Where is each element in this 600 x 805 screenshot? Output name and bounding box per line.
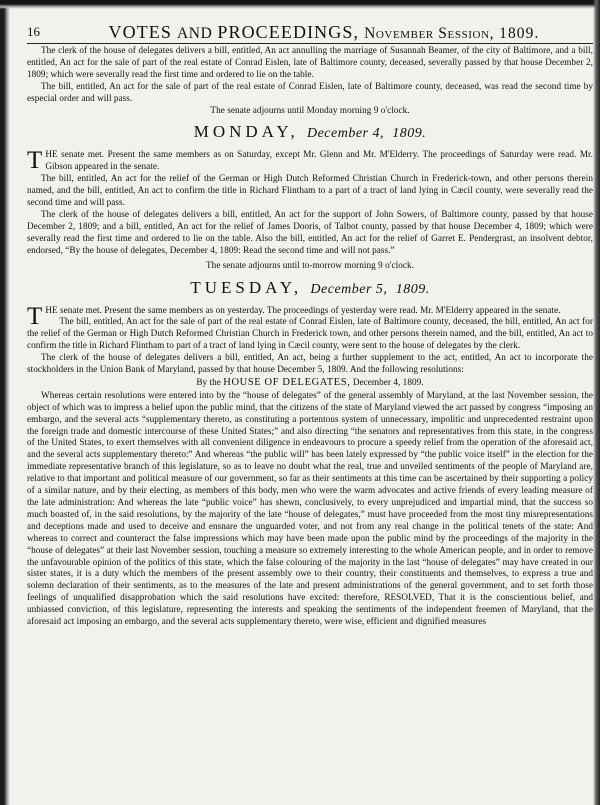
day-year: 1809. (392, 126, 427, 142)
adjournment-note: The senate adjourns until to-morrow morning 9 o'clock. (206, 259, 414, 270)
scan-edge-left (0, 0, 10, 805)
day-date: December 5, (310, 281, 388, 297)
day-year: 1809. (395, 281, 430, 297)
scan-edge-right (593, 0, 600, 805)
title-year: 1809. (499, 25, 540, 42)
running-head (27, 22, 593, 42)
scan-edge-top (0, 0, 600, 9)
day-date: December 4, (306, 126, 385, 142)
page-body (27, 45, 593, 628)
paragraph-text: HE senate met. Present the same members as on Saturday, except Mr. Glenn and Mr. M'Elderry. The proceedings of Saturday were read. Mr. Gibson appeared in the senate. (45, 149, 593, 172)
day-heading-tuesday (27, 278, 593, 300)
day-heading-monday (27, 122, 593, 144)
title-votes: VOTES (108, 22, 172, 42)
paragraph: The bill, entitled, An act for the sale of part of the real estate of Conrad Eislen, late of Baltimore county, deceased, was read the second time by especial order and will pass. (27, 80, 593, 103)
title-session: November Session, (364, 25, 495, 42)
paragraph (27, 149, 593, 173)
paragraph: The bill, entitled, An act for the sale of part of the real estate of Conrad Eislen, late of Baltimore county, deceased, the bill, entitled, An act for the relief of the German or High Dutch Reformed Christian Church in Frederick town, and other persons therein named, and the bill, entitled, An act to confirm the title in Richard Flintham to part of a tract of land lying in Cæcil county, were sent to the house of delegates by the clerk. (27, 316, 593, 351)
adjournment-note: The senate adjourns until Monday morning 9 o'clock. (210, 104, 410, 115)
house-label: HOUSE OF DELEGATES, (223, 376, 351, 388)
page-number: 16 (27, 24, 40, 39)
day-name: MONDAY, (193, 122, 299, 142)
title-proceedings: PROCEEDINGS, (217, 22, 360, 42)
day-name: TUESDAY, (190, 277, 303, 297)
paragraph (27, 302, 593, 330)
header-rule (27, 43, 593, 44)
resolution-date: December 4, 1809. (352, 376, 424, 387)
resolution-heading (27, 377, 593, 389)
paragraph: The clerk of the house of delegates delivers a bill, entitled, An act annulling the marriage of Susannah Beamer, of the city of Baltimore, and a bill, entitled, An act for the sale of part of the real estate of Conrad Eislen, late of Baltimore county, deceased, severally passed by that house December 2, 1809; which were severally read the first time and ordered to lie on the table. (27, 45, 593, 79)
by-the-label: By the (196, 376, 221, 387)
paragraph: The clerk of the house of delegates delivers a bill, entitled, An act, being a further supplement to the act, entitled, An act to incorporate the stockholders in the Union Bank of Maryland, passed by that house December 5, 1809. And the following resolutions: (27, 352, 593, 375)
page-title (55, 22, 593, 43)
title-and: AND (176, 25, 213, 42)
paragraph: The clerk of the house of delegates delivers a bill, entitled, An act for the support of John Sowers, of Baltimore county, passed by that house December 2, 1809; and a bill, entitled, An act for the relief of James Dooris, of Talbot county, passed by that house December 4, 1809; which were severally read the first time and ordered to lie on the table. Also the bill, entitled, An act for the relief of Garret E. Pendergrast, an insolvent debtor, endorsed, “By the house of delegates, December 4, 1809: Read the second time and will not pass.” (27, 208, 593, 255)
paragraph: The bill, entitled, An act for the relief of the German or High Dutch Reformed Christian Church in Frederick-town, and other persons therein named, and the bill, entitled, An act to confirm the title in Richard Flintham to a part of a tract of land lying in Cæcil county, were severally read the second time and will pass. (27, 173, 593, 208)
resolution-paragraph: Whereas certain resolutions were entered into by the “house of delegates” of the general assembly of Maryland, at the last November session, the object of which was to impress a belief upon the public mind, that the citizens of the state of Maryland viewed the act passed by congress “imposing an embargo, and the several acts “supplementary thereto, as constituting a portentous system of unnecessary, impolitic and unprecedented restraint upon the foreign trade and domestic intercourse of these United States;” and also directing “the senators and representatives from this state, in the congress of the United States, to exert themselves with all convenient diligence in endeavours to procure a speedy relief from the operation of the aforesaid act, and the several acts supplementary thereto:” And whereas “the public will” has been lately expressed by “the public voice itself” in the election for the immediate representative branch of this legislature, so as to leave no doubt what the real, true and unveiled sentiments of the people of Maryland are, relative to that important and political measure of our government, so far as their sentiments at this time can be ascertained by their supporting a policy of a similar nature, and by their electing, as members of this body, men who were the warm advocates and active friends of every leading measure of the late administration: And whereas the late “public voice” has shewn, conclusively, to every unprejudiced and impartial mind, that the success so much boasted of, in the said resolutions, by the majority of the late “house of delegates,” must have proceeded from the most tiny misrepresentations and deceptions made and used to deceive and ensnare the unguarded voter, and not from any real change in the political tenets of the state: And whereas to correct and counteract the false impressions which may have been made upon the public mind by the proceedings of the majority in the “house of delegates” at their last November session, touching a measure so extremely interesting to the whole American people, and in order to remove the unfavourable opinion of the politics of this state, which the false colouring of the majority in the last “house of delegates” may have created in our sister states, it is a duty which the members of the present assembly owe to their country, their constituents and themselves, to express a true and solemn declaration of their sentiments, as to the measures of the late and present administrations of the general government, and to set forth those feelings of unqualified disapprobation which the said resolutions have excited: therefore, RESOLVED, That it is the conscientious belief, and unbiassed conviction, of this legislature, representing the interests and speaking the sentiments of the independent freemen of Maryland, that the aforesaid act imposing an embargo, and the several acts supplementary thereto, were wise, efficient and dignified measures (27, 389, 593, 627)
drop-cap: T (27, 302, 43, 330)
paragraph-text: HE senate met. Present the same members as on yesterday. The proceedings of yesterday were read. Mr. M'Elderry appeared in the senate. (45, 304, 561, 315)
drop-cap: T (27, 147, 43, 175)
